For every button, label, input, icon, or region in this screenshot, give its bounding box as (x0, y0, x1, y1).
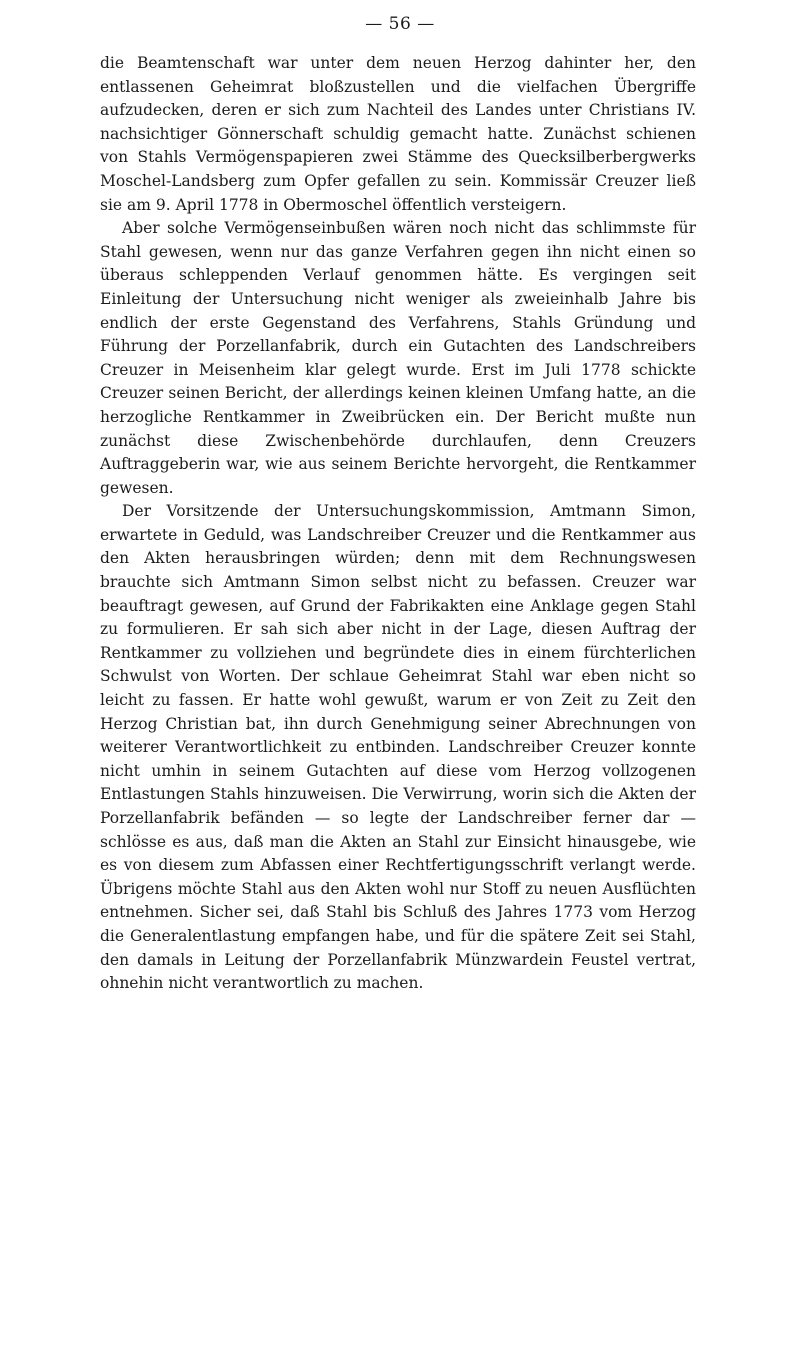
paragraph-1: die Beamtenschaft war unter dem neuen Herzog dahinter her, den entlassenen Geheimrat bloßzustellen und die vielfachen Übergriffe aufzudecken, deren er sich zum Nachteil des Landes unter Christians IV. nachsichtiger Gönnerschaft schuldig gemacht hatte. Zunächst schienen von Stahls Vermögenspapieren zwei Stämme des Quecksilberbergwerks Moschel-Landsberg zum Opfer gefallen zu sein. Kommissär Creuzer ließ sie am 9. April 1778 in Obermoschel öffentlich versteigern. (100, 54, 696, 214)
paragraph-2: Aber solche Vermögenseinbußen wären noch nicht das schlimmste für Stahl gewesen, wenn nur das ganze Verfahren gegen ihn nicht einen so überaus schleppenden Verlauf genommen hätte. Es vergingen seit Einleitung der Untersuchung nicht weniger als zweieinhalb Jahre bis endlich der erste Gegenstand des Verfahrens, Stahls Gründung und Führung der Porzellanfabrik, durch ein Gutachten des Landschreibers Creuzer in Meisenheim klar gelegt wurde. Erst im Juli 1778 schickte Creuzer seinen Bericht, der allerdings keinen kleinen Umfang hatte, an die herzogliche Rentkammer in Zweibrücken ein. Der Bericht mußte nun zunächst diese Zwischenbehörde durchlaufen, denn Creuzers Auftraggeberin war, wie aus seinem Berichte hervorgeht, die Rentkammer gewesen. (100, 219, 696, 497)
body-text (100, 52, 696, 996)
page-number: — 56 — (365, 14, 435, 34)
paragraph-3: Der Vorsitzende der Untersuchungskommission, Amtmann Simon, erwartete in Geduld, was Landschreiber Creuzer und die Rentkammer aus den Akten herausbringen würden; denn mit dem Rechnungswesen brauchte sich Amtmann Simon selbst nicht zu befassen. Creuzer war beauftragt gewesen, auf Grund der Fabrikakten eine Anklage gegen Stahl zu formulieren. Er sah sich aber nicht in der Lage, diesen Auftrag der Rentkammer zu vollziehen und begründete dies in einem fürchterlichen Schwulst von Worten. Der schlaue Geheimrat Stahl war eben nicht so leicht zu fassen. Er hatte wohl gewußt, warum er von Zeit zu Zeit den Herzog Christian bat, ihn durch Genehmigung seiner Abrechnungen von weiterer Verantwortlichkeit zu entbinden. Landschreiber Creuzer konnte nicht umhin in seinem Gutachten auf diese vom Herzog vollzogenen Entlastungen Stahls hinzuweisen. Die Verwirrung, worin sich die Akten der Porzellanfabrik befänden — so legte der Landschreiber ferner dar — schlösse es aus, daß man die Akten an Stahl zur Einsicht hinausgebe, wie es von diesem zum Abfassen einer Rechtfertigungsschrift verlangt werde. Übrigens möchte Stahl aus den Akten wohl nur Stoff zu neuen Ausflüchten entnehmen. Sicher sei, daß Stahl bis Schluß des Jahres 1773 vom Herzog die Generalentlastung empfangen habe, und für die spätere Zeit sei Stahl, den damals in Leitung der Porzellanfabrik Münzwardein Feustel vertrat, ohnehin nicht verantwortlich zu machen. (100, 502, 696, 993)
